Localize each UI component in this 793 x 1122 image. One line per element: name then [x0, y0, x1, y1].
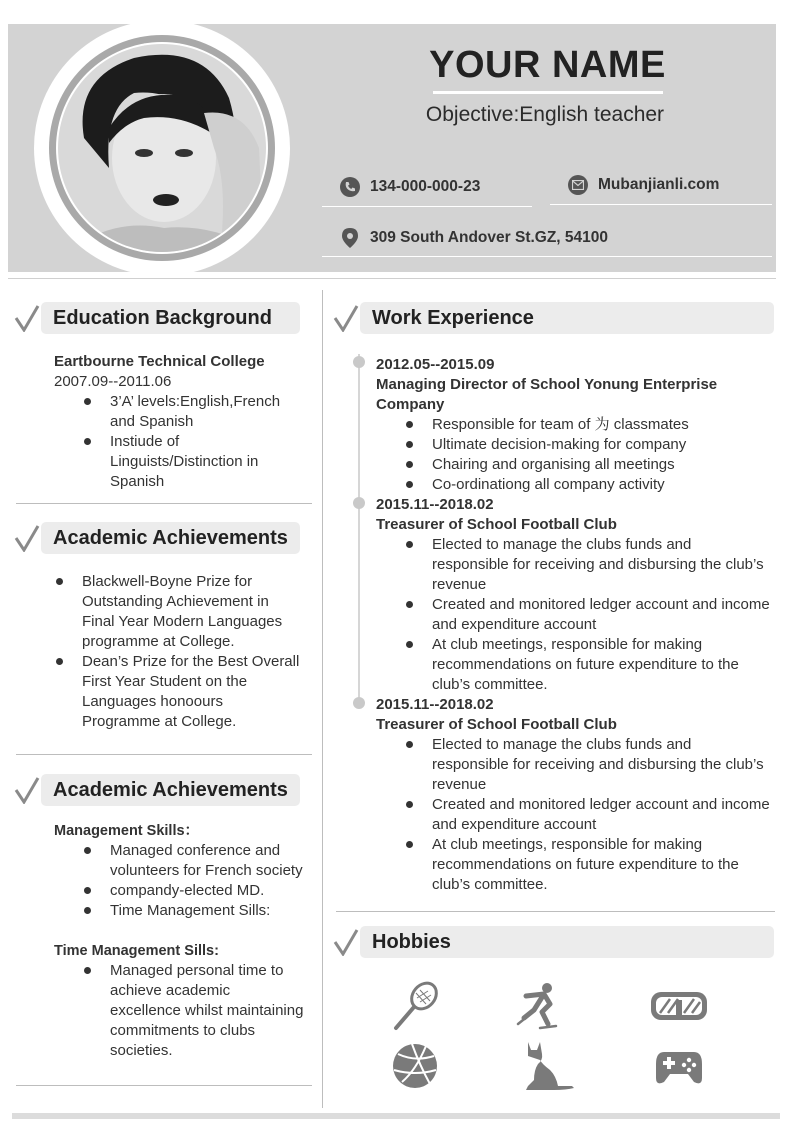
- section-title-education: Education Background: [41, 302, 300, 334]
- job-role: Treasurer of School Football Club: [376, 716, 617, 733]
- list-item: Time Management Sills:: [110, 901, 305, 921]
- email-icon: [568, 175, 588, 195]
- address-row: [340, 227, 608, 249]
- cat-icon: [520, 1040, 576, 1092]
- job-role: Treasurer of School Football Club: [376, 516, 617, 533]
- management-skills-label: Management Skills：: [54, 823, 200, 839]
- school-name: Eartbourne Technical College: [54, 353, 265, 370]
- list-item: Dean’s Prize for the Best Overall First Year Student on the Languages honoours Programme at College.: [82, 652, 304, 732]
- job-dates: 2012.05--2015.09: [376, 356, 495, 373]
- email-text: Mubanjianli.com: [598, 176, 720, 193]
- academic-list: [82, 572, 304, 732]
- list-item: Chairing and organising all meetings: [432, 455, 767, 475]
- volleyball-icon: [390, 1040, 442, 1092]
- list-item: Blackwell-Boyne Prize for Outstanding Achievement in Final Year Modern Languages programme at College.: [82, 572, 304, 652]
- email-row: [568, 175, 719, 195]
- checkmark-icon: [333, 928, 359, 956]
- education-dates: 2007.09--2011.06: [54, 373, 172, 390]
- timeline-line: [358, 354, 360, 706]
- timeline-dot: [353, 356, 365, 368]
- checkmark-icon: [14, 304, 40, 332]
- list-item: Created and monitored ledger account and income and expenditure account: [432, 795, 772, 835]
- contact-divider: [550, 204, 772, 205]
- goggles-icon: [648, 980, 710, 1032]
- list-item: Created and monitored ledger account and income and expenditure account: [432, 595, 772, 635]
- name-underline: [433, 91, 663, 94]
- list-item: Responsible for team of 为 classmates: [432, 415, 767, 435]
- address-text: 309 South Andover St.GZ, 54100: [370, 229, 609, 246]
- time-management-list: [110, 961, 305, 1061]
- contact-divider: [322, 256, 772, 257]
- checkmark-icon: [14, 776, 40, 804]
- location-icon: [340, 227, 360, 249]
- section-divider: [16, 1085, 312, 1086]
- tennis-racket-icon: [390, 980, 442, 1032]
- gamepad-icon: [654, 1044, 704, 1096]
- time-management-label: Time Management Sills:: [54, 943, 219, 959]
- section-divider: [336, 911, 775, 912]
- list-item: compandy-elected MD.: [110, 881, 305, 901]
- list-item: At club meetings, responsible for making recommendations on future expenditure to the club’s committee.: [432, 835, 772, 895]
- skating-icon: [514, 980, 566, 1032]
- list-item: At club meetings, responsible for making recommendations on future expenditure to the club’s committee.: [432, 635, 772, 695]
- list-item: Elected to manage the clubs funds and responsible for receiving and disbursing the club’s revenue: [432, 735, 772, 795]
- contact-divider: [322, 206, 532, 207]
- phone-number: 134-000-000-23: [370, 178, 481, 195]
- footer-bar: [12, 1113, 780, 1119]
- list-item: Ultimate decision-making for company: [432, 435, 767, 455]
- job-dates: 2015.11--2018.02: [376, 696, 494, 713]
- column-divider: [322, 290, 323, 1108]
- timeline-dot: [353, 697, 365, 709]
- header-divider: [8, 278, 776, 279]
- job-duties: [432, 735, 772, 895]
- section-title-hobbies: Hobbies: [360, 926, 774, 958]
- section-divider: [16, 754, 312, 755]
- job-role: Managing Director of School Yonung Enterprise Company: [376, 376, 718, 413]
- list-item: Instiude of Linguists/Distinction in Spanish: [110, 432, 305, 492]
- list-item: Managed personal time to achieve academic excellence whilst maintaining commitments to clubs societies.: [110, 961, 305, 1061]
- checkmark-icon: [333, 304, 359, 332]
- list-item: Elected to manage the clubs funds and responsible for receiving and disbursing the club’s revenue: [432, 535, 772, 595]
- section-title-work: Work Experience: [360, 302, 774, 334]
- phone-row: [340, 177, 480, 197]
- profile-photo: [14, 18, 324, 274]
- phone-icon: [340, 177, 360, 197]
- job-duties: [432, 415, 767, 495]
- section-divider: [16, 503, 312, 504]
- management-skills-list: [110, 841, 305, 921]
- timeline-dot: [353, 497, 365, 509]
- section-title-academic: Academic Achievements: [41, 522, 300, 554]
- list-item: 3’A’ levels:English,French and Spanish: [110, 392, 305, 432]
- objective-text: Objective:English teacher: [425, 103, 665, 126]
- section-title-skills: Academic Achievements: [41, 774, 300, 806]
- list-item: Co-ordinationg all company activity: [432, 475, 767, 495]
- job-dates: 2015.11--2018.02: [376, 496, 494, 513]
- list-item: Managed conference and volunteers for French society: [110, 841, 305, 881]
- checkmark-icon: [14, 524, 40, 552]
- education-list: [110, 392, 305, 492]
- candidate-name: YOUR NAME: [429, 44, 666, 86]
- job-duties: [432, 535, 772, 695]
